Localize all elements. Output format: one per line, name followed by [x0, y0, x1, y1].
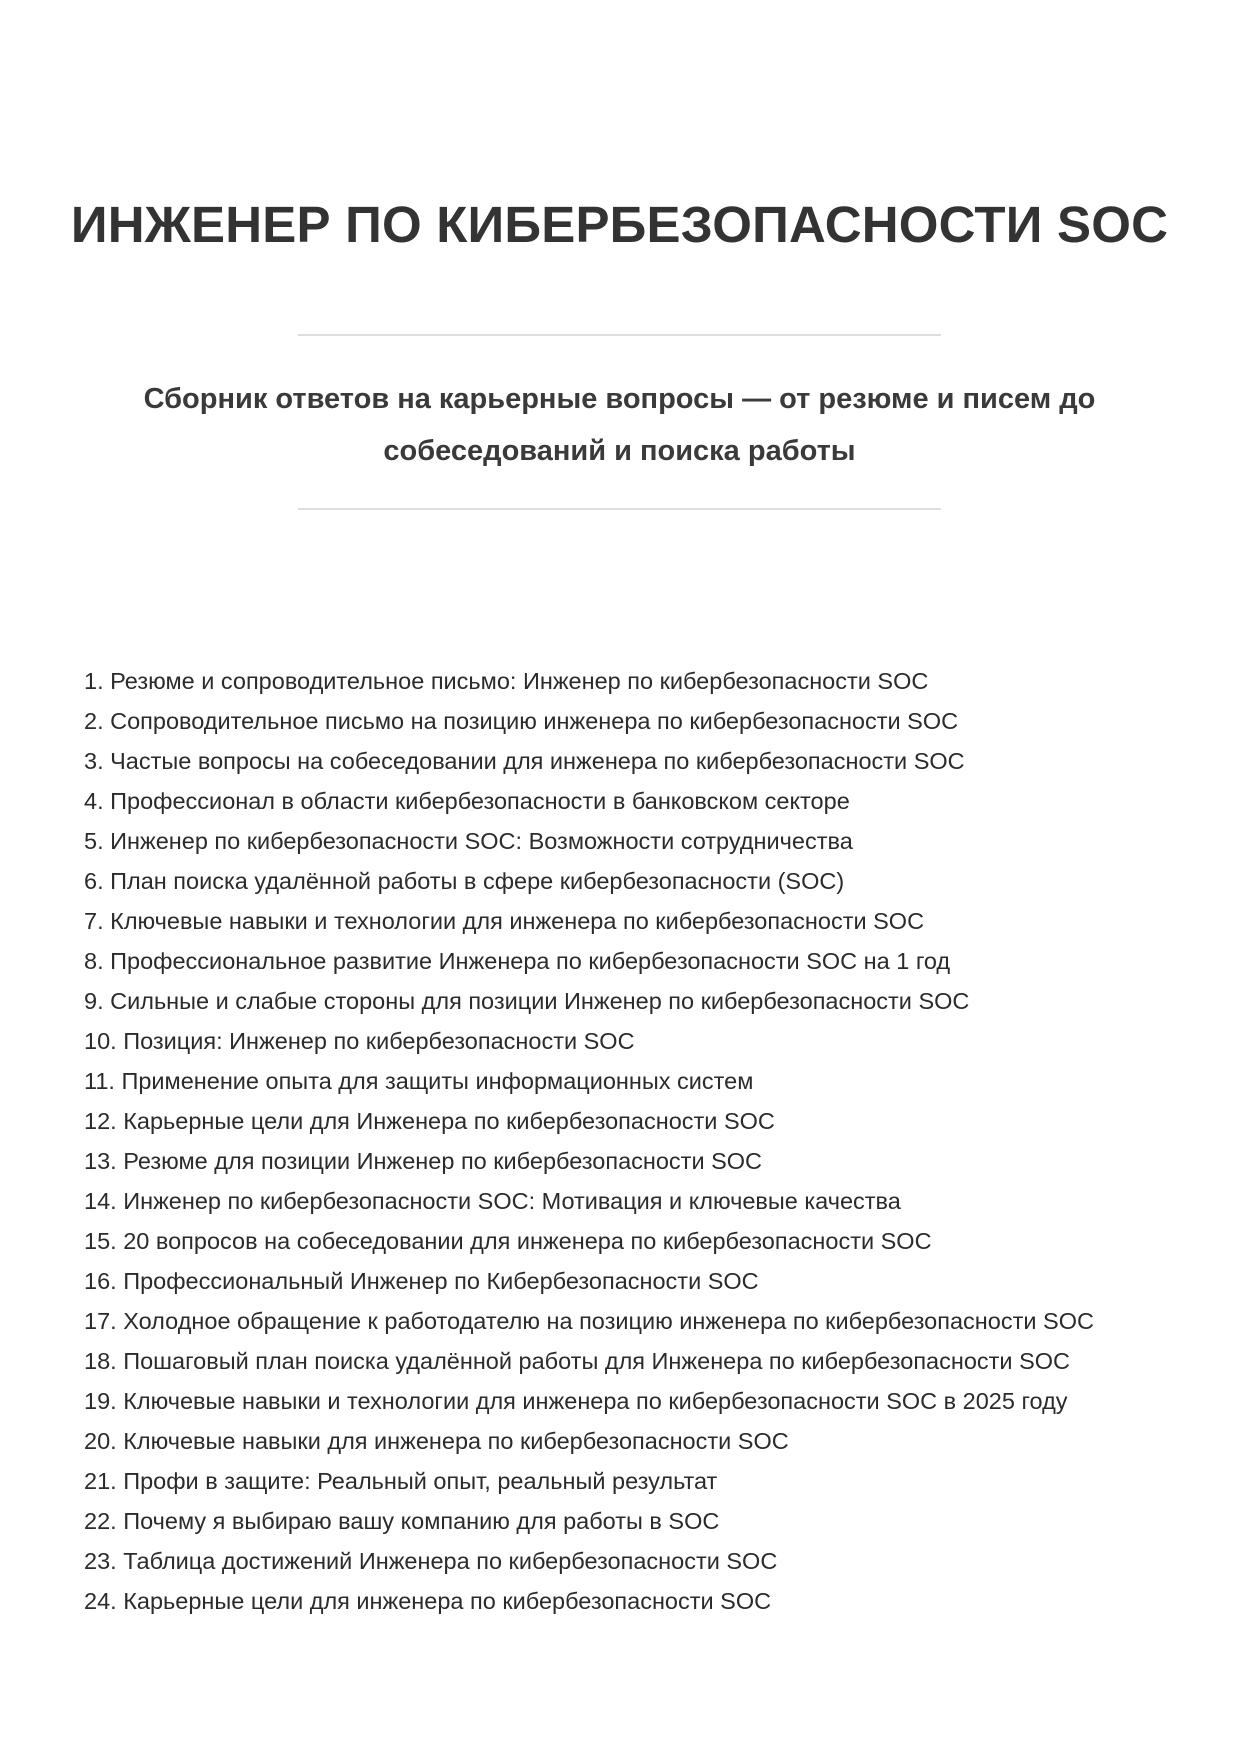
toc-item: 17. Холодное обращение к работодателю на позицию инженера по кибербезопасности SOC — [84, 1308, 1094, 1334]
toc-item: 4. Профессионал в области кибербезопасности в банковском секторе — [84, 788, 850, 814]
toc-item: 19. Ключевые навыки и технологии для инженера по кибербезопасности SOC в 2025 году — [84, 1388, 1068, 1414]
toc-item: 13. Резюме для позиции Инженер по кибербезопасности SOC — [84, 1148, 763, 1174]
toc-item: 1. Резюме и сопроводительное письмо: Инженер по кибербезопасности SOC — [84, 668, 929, 694]
toc-item: 12. Карьерные цели для Инженера по кибербезопасности SOC — [84, 1108, 775, 1134]
toc-item: 3. Частые вопросы на собеседовании для инженера по кибербезопасности SOC — [84, 748, 965, 774]
toc-item: 7. Ключевые навыки и технологии для инженера по кибербезопасности SOC — [84, 908, 925, 934]
title-divider-top — [298, 334, 941, 336]
toc-item: 21. Профи в защите: Реальный опыт, реальный результат — [84, 1468, 718, 1494]
toc-item: 20. Ключевые навыки для инженера по кибербезопасности SOC — [84, 1428, 789, 1454]
toc-item: 11. Применение опыта для защиты информационных систем — [84, 1068, 754, 1094]
toc-item: 9. Сильные и слабые стороны для позиции Инженер по кибербезопасности SOC — [84, 988, 970, 1014]
toc-item: 18. Пошаговый план поиска удалённой работы для Инженера по кибербезопасности SOC — [84, 1348, 1071, 1374]
toc-item: 16. Профессиональный Инженер по Кибербезопасности SOC — [84, 1268, 759, 1294]
toc-item: 8. Профессиональное развитие Инженера по кибербезопасности SOC на 1 год — [84, 948, 951, 974]
toc-item: 15. 20 вопросов на собеседовании для инженера по кибербезопасности SOC — [84, 1228, 932, 1254]
toc-item: 14. Инженер по кибербезопасности SOC: Мотивация и ключевые качества — [84, 1188, 901, 1214]
toc-item: 24. Карьерные цели для инженера по кибербезопасности SOC — [84, 1588, 772, 1614]
toc-item: 22. Почему я выбираю вашу компанию для работы в SOC — [84, 1508, 720, 1534]
title-divider-bottom — [298, 508, 941, 510]
table-of-contents — [84, 661, 1144, 1621]
toc-item: 23. Таблица достижений Инженера по кибербезопасности SOC — [84, 1548, 778, 1574]
document-title: ИНЖЕНЕР ПО КИБЕРБЕЗОПАСНОСТИ SOC — [70, 196, 1169, 253]
toc-item: 2. Сопроводительное письмо на позицию инженера по кибербезопасности SOC — [84, 708, 959, 734]
toc-item: 10. Позиция: Инженер по кибербезопасности SOC — [84, 1028, 635, 1054]
toc-item: 5. Инженер по кибербезопасности SOC: Возможности сотрудничества — [84, 828, 853, 854]
toc-item: 6. План поиска удалённой работы в сфере кибербезопасности (SOC) — [84, 868, 845, 894]
document-subtitle: Сборник ответов на карьерные вопросы — от резюме и писем до собеседований и поиска работы — [143, 383, 1096, 467]
